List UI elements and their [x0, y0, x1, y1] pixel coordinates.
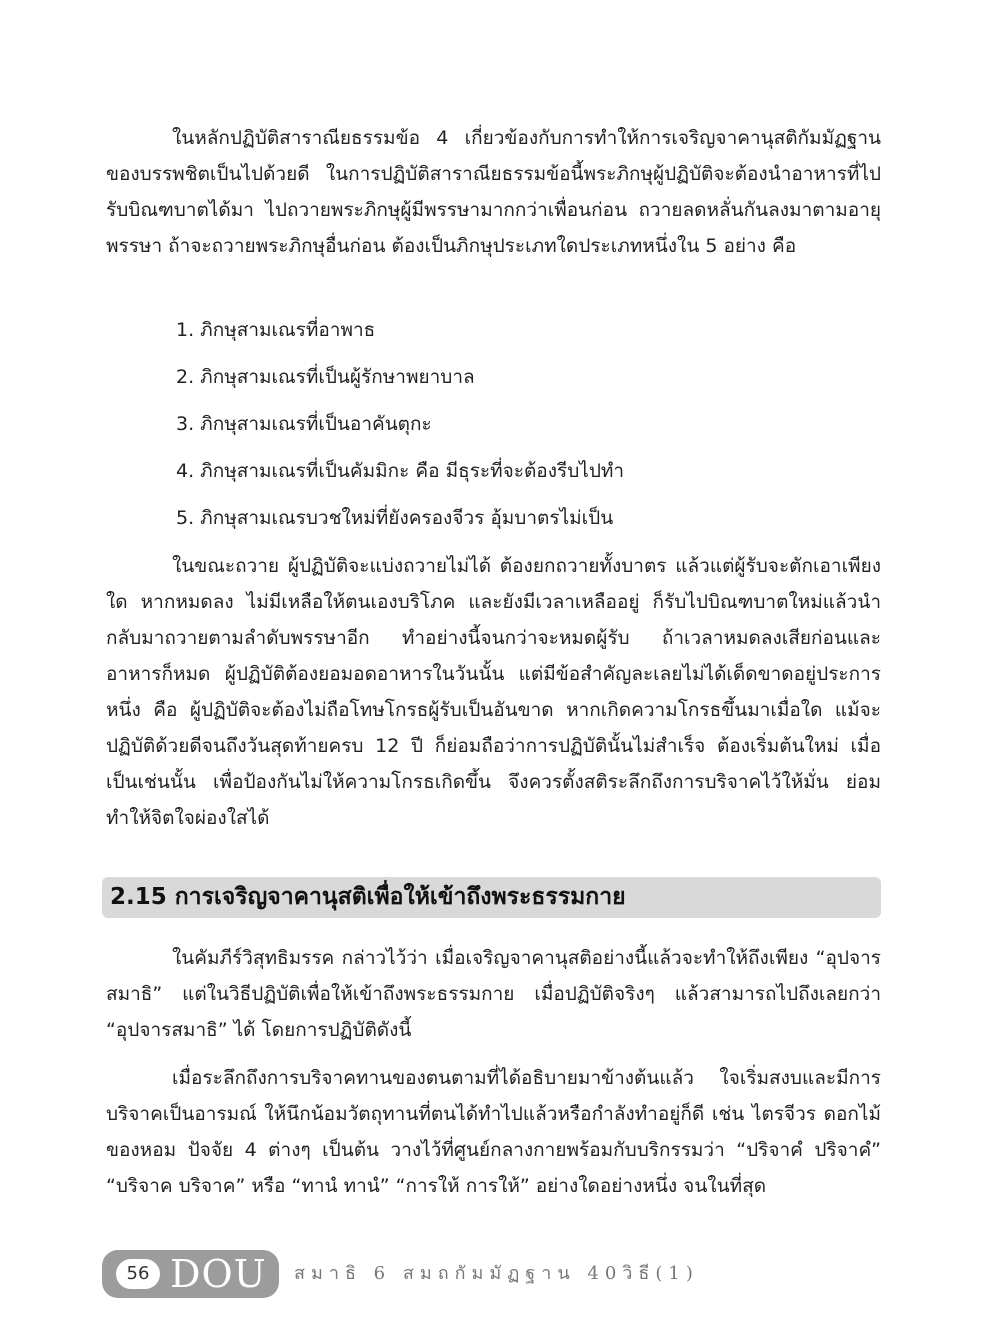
offering-paragraph [106, 548, 881, 836]
offering-paragraph-text: ในขณะถวาย ผู้ปฏิบัติจะแบ่งถวายไม่ได้ ต้องยกถวายทั้งบาตร แล้วแต่ผู้รับจะตักเอาเพียงใด หากหมดลง ไม่มีเหลือให้ตนเองบริโภค และยังมีเวลาเหลืออยู่ ก็รับไปบิณฑบาตใหม่แล้วนำกลับมาถวายตามลำดับพรรษาอีก ทำอย่างนี้จนกว่าจะหมดผู้รับ ถ้าเวลาหมดลงเสียก่อนและอาหารก็หมด ผู้ปฏิบัติต้องยอมอดอาหารในวันนั้น แต่มีข้อสำคัญละเลยไม่ได้เด็ดขาดอยู่ประการหนึ่ง คือ ผู้ปฏิบัติจะต้องไม่ถือโทษโกรธผู้รับเป็นอันขาด หากเกิดความโกรธขึ้นมาเมื่อใด แม้จะปฏิบัติด้วยดีจนถึงวันสุดท้ายครบ 12 ปี ก็ย่อมถือว่าการปฏิบัตินั้นไม่สำเร็จ ต้องเริ่มต้นใหม่ เมื่อเป็นเช่นนั้น เพื่อป้องกันไม่ให้ความโกรธเกิดขึ้น จึงควรตั้งสติระลึกถึงการบริจาคไว้ให้มั่น ย่อมทำให้จิตใจผ่องใสได้ [106, 555, 881, 829]
intro-paragraph [106, 120, 881, 264]
list-item: 5. ภิกษุสามเณรบวชใหม่ที่ยังครองจีวร อุ้มบาตรไม่เป็น [176, 507, 614, 529]
practice-paragraph-text: เมื่อระลึกถึงการบริจาคทานของตนตามที่ได้อธิบายมาข้างต้นแล้ว ใจเริ่มสงบและมีการบริจาคเป็นอารมณ์ ให้นึกน้อมวัตถุทานที่ตนได้ทำไปแล้วหรือกำลังทำอยู่ก็ดี เช่น ไตรจีวร ดอกไม้ของหอม ปัจจัย 4 ต่างๆ เป็นต้น วางไว้ที่ศูนย์กลางกายพร้อมกับบริกรรมว่า “ปริจาคํ ปริจาคํ” “บริจาค บริจาค” หรือ “ทานํ ทานํ” “การให้ การให้” อย่างใดอย่างหนึ่ง จนในที่สุด [106, 1067, 881, 1197]
section-heading-bar [102, 877, 881, 918]
list-item: 2. ภิกษุสามเณรที่เป็นผู้รักษาพยาบาล [176, 366, 475, 388]
section-heading: 2.15 การเจริญจาคานุสติเพื่อให้เข้าถึงพระธรรมกาย [110, 884, 626, 910]
dou-logo: DOU [170, 1252, 267, 1296]
list-item: 1. ภิกษุสามเณรที่อาพาธ [176, 319, 376, 341]
visuddhi-paragraph [106, 940, 881, 1048]
footer-badge [102, 1250, 279, 1298]
list-item: 4. ภิกษุสามเณรที่เป็นคัมมิกะ คือ มีธุระที่จะต้องรีบไปทำ [176, 460, 625, 482]
footer-book-title: สมาธิ 6 สมถกัมมัฏฐาน 40วิธี(1) [294, 1263, 699, 1284]
visuddhi-paragraph-text: ในคัมภีร์วิสุทธิมรรค กล่าวไว้ว่า เมื่อเจริญจาคานุสติอย่างนี้แล้วจะทำให้ถึงเพียง “อุปจารสมาธิ” แต่ในวิธีปฏิบัติเพื่อให้เข้าถึงพระธรรมกาย เมื่อปฏิบัติจริงๆ แล้วสามารถไปถึงเลยกว่า “อุปจารสมาธิ” ได้ โดยการปฏิบัติดังนี้ [106, 947, 881, 1041]
eligible-monks-list [176, 307, 624, 542]
intro-paragraph-text: ในหลักปฏิบัติสาราณียธรรมข้อ 4 เกี่ยวข้องกับการทำให้การเจริญจาคานุสติกัมมัฏฐานของบรรพชิตเป็นไปด้วยดี ในการปฏิบัติสาราณียธรรมข้อนี้พระภิกษุผู้ปฏิบัติจะต้องนำอาหารที่ไปรับบิณฑบาตได้มา ไปถวายพระภิกษุผู้มีพรรษามากกว่าเพื่อนก่อน ถวายลดหลั่นกันลงมาตามอายุพรรษา ถ้าจะถวายพระภิกษุอื่นก่อน ต้องเป็นภิกษุประเภทใดประเภทหนึ่งใน 5 อย่าง คือ [106, 127, 881, 257]
practice-paragraph [106, 1060, 881, 1204]
list-item: 3. ภิกษุสามเณรที่เป็นอาคันตุกะ [176, 413, 432, 435]
page-number: 56 [116, 1259, 160, 1289]
